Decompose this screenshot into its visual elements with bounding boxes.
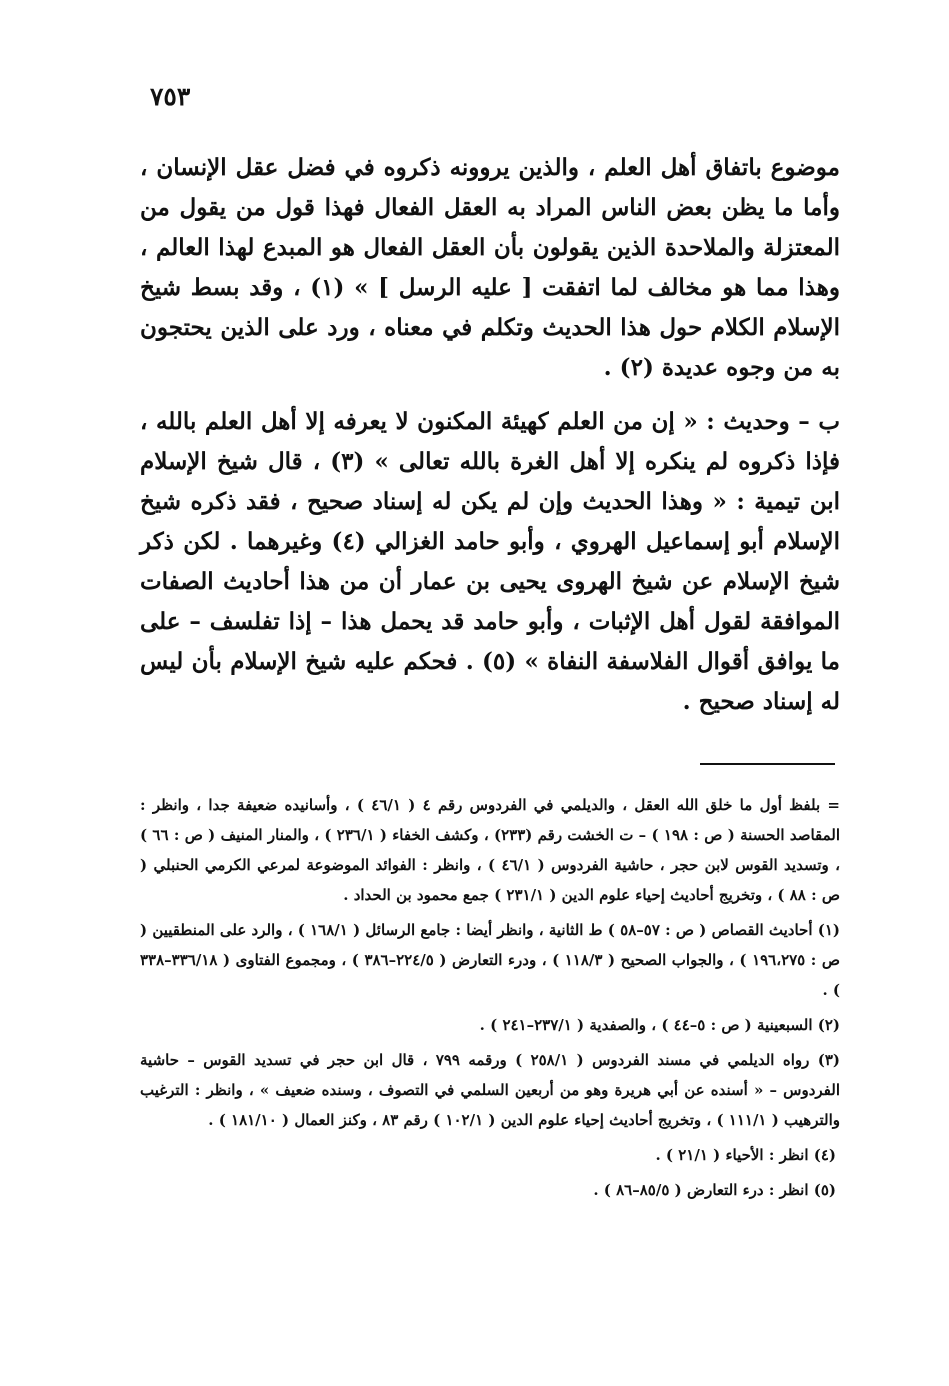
footnote-2: (٢) السبعينية ( ص : ٥–٤٤ ) ، والصفدية ( ٢٣٧/١–٢٤١ ) . [479, 1016, 840, 1034]
footnote-1: (١) أحاديث القصاص ( ص : ٥٧–٥٨ ) ط الثانية ، وانظر أيضا : جامع الرسائل ( ١٦٨/١ ) ، والرد على المنطقيين ( ص : ١٩٦،٢٧٥ ) ، والجواب الصحيح ( ١١٨/٣ ) ، ودرء التعارض ( ٢٢٤/٥–٣٨٦ ) ، ومجموع الفتاوى ( ٣٣٦/١٨–٣٣٨ ) . [140, 921, 840, 999]
paragraph: ب – وحديث : « إن من العلم كهيئة المكنون لا يعرفه إلا أهل العلم بالله ، فإذا ذكروه لم ينكره إلا أهل الغرة بالله تعالى » (٣) ، قال شيخ الإسلام ابن تيمية : « وهذا الحديث وإن لم يكن له إسناد صحيح ، فقد ذكره شيخ الإسلام أبو إسماعيل الهروي ، وأبو حامد الغزالي (٤) وغيرهما . لكن ذكر شيخ الإسلام عن شيخ الهروى يحيى بن عمار أن من هذا أحاديث الصفات الموافقة لقول أهل الإثبات ، وأبو حامد قد يحمل هذا – إذا تفلسف – على ما يوافق أقوال الفلاسفة النفاة » (٥) . فحكم عليه شيخ الإسلام بأن ليس له إسناد صحيح . [140, 408, 841, 715]
footnote-4: (٤) انظر : الأحياء ( ٢١/١ ) . [655, 1146, 836, 1164]
main-text [140, 148, 840, 722]
footnote-3: (٣) رواه الديلمي في مسند الفردوس ( ٢٥٨/١ ) ورقمه ٧٩٩ ، قال ابن حجر في تسديد القوس – حاشية الفردوس – « أسنده عن أبي هريرة وهو من أربعين السلمي في التصوف ، وسنده ضعيف » ، وانظر : الترغيب والترهيب ( ١١١/١ ) ، وتخريج أحاديث إحياء علوم الدين ( ١٠٢/١ ) رقم ٨٣ ، وكنز العمال ( ١٨١/١٠ ) . [140, 1051, 840, 1129]
footnote-separator [700, 763, 835, 765]
page-number: ٧٥٣ [150, 82, 191, 111]
footnotes [140, 790, 840, 1205]
paragraph: موضوع باتفاق أهل العلم ، والذين يروونه ذكروه في فضل عقل الإنسان ، وأما ما يظن بعض الناس المراد به العقل الفعال فهذا قول من يقول من المعتزلة والملاحدة الذين يقولون بأن العقل الفعال هو المبدع لهذا العالم ، وهذا مما هو مخالف لما اتفقت [ عليه الرسل ] » (١) ، وقد بسط شيخ الإسلام الكلام حول هذا الحديث وتكلم في معناه ، ورد على الذين يحتجون به من وجوه عديدة (٢) . [140, 154, 840, 381]
footnote-continuation: = بلفظ أول ما خلق الله العقل ، والديلمي في الفردوس رقم ٤ ( ٤٦/١ ) ، وأسانيده ضعيفة جدا ، وانظر : المقاصد الحسنة ( ص : ١٩٨ ) – ت الخشت رقم (٢٣٣) ، وكشف الخفاء ( ٢٣٦/١ ) ، والمنار المنيف ( ص : ٦٦ ) ، وتسديد القوس لابن حجر ، حاشية الفردوس ( ٤٦/١ ) ، وانظر : الفوائد الموضوعة لمرعي الكرمي الحنبلي ( ص : ٨٨ ) ، وتخريج أحاديث إحياء علوم الدين ( ٢٣١/١ ) جمع محمود بن الحداد . [140, 796, 841, 904]
footnote-5: (٥) انظر : درء التعارض ( ٨٥/٥–٨٦ ) . [593, 1181, 836, 1199]
